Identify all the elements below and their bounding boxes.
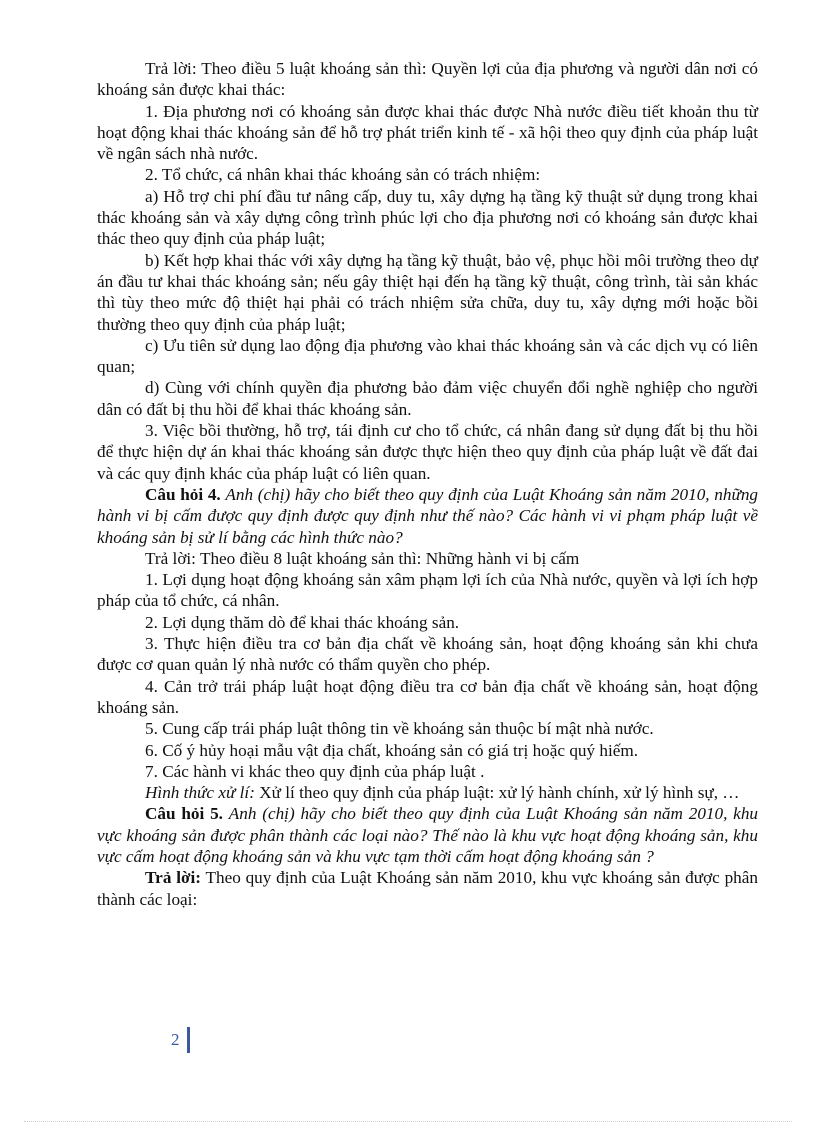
answer-4-item-4: 4. Cản trở trái pháp luật hoạt động điều tra cơ bản địa chất về khoáng sản, hoạt động khoáng sản. — [97, 676, 758, 717]
answer-3-item-2c: c) Ưu tiên sử dụng lao động địa phương vào khai thác khoáng sản và các dịch vụ có liên quan; — [97, 335, 758, 377]
answer-3-item-3: 3. Việc bồi thường, hỗ trợ, tái định cư cho tổ chức, cá nhân đang sử dụng đất bị thu hồi để thực hiện dự án khai thác khoáng sản được thực hiện theo quy định của pháp luật về đất đai và các quy định khác của pháp luật có liên quan. — [97, 421, 758, 483]
question-4-text: Anh (chị) hãy cho biết theo quy định của Luật Khoáng sản năm 2010, những hành vi bị cấm được quy định được quy định như thế nào? Các hành vi vi phạm pháp luật về khoáng sản bị sử lí bằng các hình thức nào? — [97, 484, 759, 547]
answer-3-item-2: 2. Tổ chức, cá nhân khai thác khoáng sản có trách nhiệm: — [145, 165, 541, 185]
document-body — [97, 58, 758, 910]
page-number: 2 — [171, 1030, 180, 1049]
answer-5-intro — [97, 867, 758, 910]
question-5-text: Anh (chị) hãy cho biết theo quy định của Luật Khoáng sản năm 2010, khu vực khoáng sản được phân thành các loại nào? Thế nào là khu vực hoạt động khoáng sản, khu vực cấm hoạt động khoáng sản và khu vực tạm thời cấm hoạt động khoáng sản ? — [97, 804, 759, 866]
question-5-label: Câu hỏi 5. — [145, 804, 223, 824]
penalty-forms-text: Xử lí theo quy định của pháp luật: xử lý hành chính, xử lý hình sự, … — [259, 783, 740, 803]
question-5 — [97, 803, 758, 867]
answer-5-label: Trả lời: — [145, 868, 201, 888]
answer-4-item-3: 3. Thực hiện điều tra cơ bản địa chất về khoáng sản, hoạt động khoáng sản khi chưa được cơ quan quản lý nhà nước có thẩm quyền cho phép. — [97, 634, 758, 675]
answer-4-item-1: 1. Lợi dụng hoạt động khoáng sản xâm phạm lợi ích của Nhà nước, quyền và lợi ích hợp pháp của tổ chức, cá nhân. — [97, 570, 758, 611]
page-footer — [171, 1027, 190, 1053]
page-bottom-rule — [24, 1121, 792, 1122]
penalty-forms-label: Hình thức xử lí: — [145, 783, 255, 803]
page-number-bar — [187, 1027, 190, 1053]
question-4 — [97, 484, 758, 548]
answer-3-item-2b: b) Kết hợp khai thác với xây dựng hạ tầng kỹ thuật, bảo vệ, phục hồi môi trường theo dự án đầu tư khai thác khoáng sản; nếu gây thiệt hại đến hạ tầng kỹ thuật, công trình, tài sản khác thì tùy theo mức độ thiệt hại phải có trách nhiệm sửa chữa, duy tu, xây dựng mới hoặc bồi thường theo quy định của pháp luật; — [97, 250, 758, 334]
answer-3-item-2a: a) Hỗ trợ chi phí đầu tư nâng cấp, duy tu, xây dựng hạ tầng kỹ thuật sử dụng trong khai thác khoáng sản và xây dựng công trình phúc lợi cho địa phương nơi có khoáng sản được khai thác theo quy định của pháp luật; — [97, 186, 758, 249]
answer-3-intro: Trả lời: Theo điều 5 luật khoáng sản thì: Quyền lợi của địa phương và người dân nơi có khoáng sản được khai thác: — [97, 59, 758, 100]
answer-3-item-1: 1. Địa phương nơi có khoáng sản được khai thác được Nhà nước điều tiết khoản thu từ hoạt động khai thác khoáng sản để hỗ trợ phát triển kinh tế - xã hội theo quy định của pháp luật về ngân sách nhà nước. — [97, 101, 758, 164]
answer-4-item-5: 5. Cung cấp trái pháp luật thông tin về khoáng sản thuộc bí mật nhà nước. — [145, 719, 654, 739]
answer-3-item-2d: d) Cùng với chính quyền địa phương bảo đảm việc chuyển đổi nghề nghiệp cho người dân có đất bị thu hồi để khai thác khoáng sản. — [97, 378, 758, 419]
answer-4-item-6: 6. Cố ý hủy hoại mẫu vật địa chất, khoáng sản có giá trị hoặc quý hiếm. — [145, 740, 639, 760]
answer-4-item-2: 2. Lợi dụng thăm dò để khai thác khoáng sản. — [145, 612, 460, 632]
penalty-forms — [97, 782, 758, 803]
question-4-label: Câu hỏi 4. — [145, 484, 221, 504]
answer-5-text: Theo quy định của Luật Khoáng sản năm 2010, khu vực khoáng sản được phân thành các loại: — [97, 868, 758, 909]
answer-4-item-7: 7. Các hành vi khác theo quy định của pháp luật . — [145, 761, 485, 781]
answer-4-intro: Trả lời: Theo điều 8 luật khoáng sản thì: Những hành vi bị cấm — [145, 548, 580, 568]
